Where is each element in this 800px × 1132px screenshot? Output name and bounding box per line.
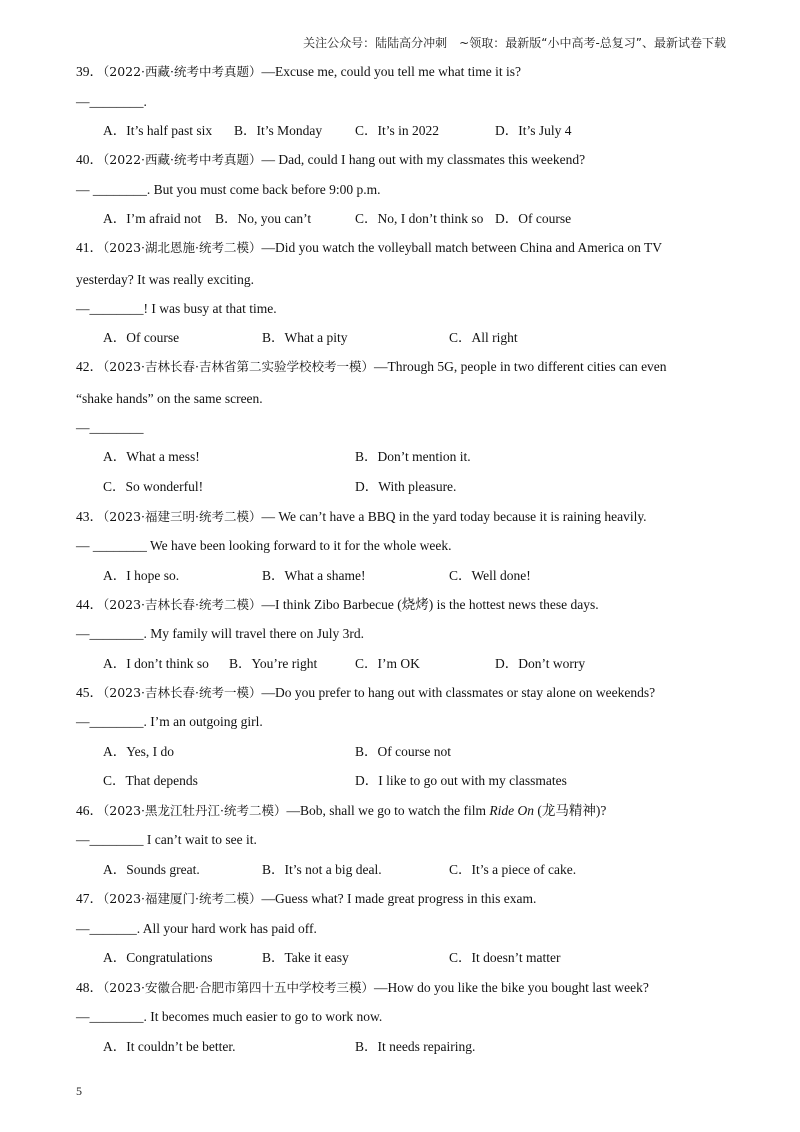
question-48-option-b: B．It needs repairing. <box>355 1039 476 1054</box>
question-47-option-c: C．It doesn’t matter <box>449 950 561 965</box>
question-46-answer-blank: —________ I can’t wait to see it. <box>76 832 257 847</box>
question-40-option-b: B．No, you can’t <box>215 211 312 226</box>
question-39-option-c: C．It’s in 2022 <box>355 123 440 138</box>
question-41-option-c: C．All right <box>449 330 518 345</box>
question-45-option-b: B．Of course not <box>355 744 451 759</box>
question-42-option-b: B．Don’t mention it. <box>355 449 471 464</box>
question-41-answer-blank: —________! I was busy at that time. <box>76 301 277 316</box>
question-39-stem: 39．（2022·西藏·统考中考真题）—Excuse me, could you tell me what time it is? <box>76 64 521 79</box>
question-42-answer-blank: —________ <box>76 420 144 435</box>
question-45-answer-blank: —________. I’m an outgoing girl. <box>76 714 263 729</box>
question-42-option-a: A．What a mess! <box>103 449 200 464</box>
film-title: Ride On <box>489 803 534 818</box>
question-44-answer-blank: —________. My family will travel there on July 3rd. <box>76 626 364 641</box>
question-44-option-d: D．Don’t worry <box>495 656 586 671</box>
question-44-option-c: C．I’m OK <box>355 656 420 671</box>
question-42-stem: 42．（2023·吉林长春·吉林省第二实验学校校考一模）—Through 5G, people in two different cities can even <box>76 359 667 374</box>
question-44-stem: 44．（2023·吉林长春·统考二模）—I think Zibo Barbecue (烧烤) is the hottest news these days. <box>76 597 599 612</box>
question-42-stem-cont: “shake hands” on the same screen. <box>76 391 263 406</box>
question-48-stem: 48．（2023·安徽合肥·合肥市第四十五中学校考三模）—How do you like the bike you bought last week? <box>76 980 649 995</box>
question-43-answer-blank: — ________ We have been looking forward to it for the whole week. <box>76 538 452 553</box>
question-41-stem: 41．（2023·湖北恩施·统考二模）—Did you watch the volleyball match between China and America on TV <box>76 240 663 255</box>
question-43-option-a: A．I hope so. <box>103 568 180 583</box>
page-header: 关注公众号：陆陆高分冲刺 ~领取：最新版“小中高考-总复习”、最新试卷下载 <box>303 36 726 50</box>
question-45-option-c: C．That depends <box>103 773 198 788</box>
question-44-option-b: B．You’re right <box>229 656 318 671</box>
question-39-option-b: B．It’s Monday <box>234 123 323 138</box>
question-39-option-a: A．It’s half past six <box>103 123 213 138</box>
question-40-option-d: D．Of course <box>495 211 572 226</box>
question-45-stem: 45．（2023·吉林长春·统考一模）—Do you prefer to hang out with classmates or stay alone on weekends? <box>76 685 656 700</box>
question-43-option-b: B．What a shame! <box>262 568 366 583</box>
question-45-option-d: D．I like to go out with my classmates <box>355 773 567 788</box>
question-40-stem: 40．（2022·西藏·统考中考真题）— Dad, could I hang out with my classmates this weekend? <box>76 152 586 167</box>
question-43-stem: 43．（2023·福建三明·统考二模）— We can’t have a BBQ in the yard today because it is raining heavily. <box>76 509 647 524</box>
question-48-option-a: A．It couldn’t be better. <box>103 1039 236 1054</box>
question-44-option-a: A．I don’t think so <box>103 656 209 671</box>
question-46-option-c: C．It’s a piece of cake. <box>449 862 577 877</box>
question-45-option-a: A．Yes, I do <box>103 744 175 759</box>
question-40-option-c: C．No, I don’t think so <box>355 211 484 226</box>
question-39-option-d: D．It’s July 4 <box>495 123 572 138</box>
question-40-answer-blank: — ________. But you must come back before 9:00 p.m. <box>76 182 381 197</box>
question-47-option-a: A．Congratulations <box>103 950 213 965</box>
question-46-option-a: A．Sounds great. <box>103 862 200 877</box>
question-42-option-d: D．With pleasure. <box>355 479 457 494</box>
question-42-option-c: C．So wonderful! <box>103 479 204 494</box>
question-46-option-b: B．It’s not a big deal. <box>262 862 382 877</box>
question-41-stem-cont: yesterday? It was really exciting. <box>76 272 255 287</box>
question-47-option-b: B．Take it easy <box>262 950 349 965</box>
page-number: 5 <box>76 1084 82 1098</box>
question-48-answer-blank: —________. It becomes much easier to go to work now. <box>76 1009 383 1024</box>
question-40-option-a: A．I’m afraid not <box>103 211 202 226</box>
question-47-stem: 47．（2023·福建厦门·统考二模）—Guess what? I made great progress in this exam. <box>76 891 537 906</box>
question-39-answer-blank: —________. <box>76 94 147 109</box>
question-47-answer-blank: —_______. All your hard work has paid off. <box>76 921 317 936</box>
question-46-stem: 46．（2023·黑龙江牡丹江·统考二模）—Bob, shall we go to watch the film Ride On (龙马精神)? <box>76 803 607 818</box>
question-43-option-c: C．Well done! <box>449 568 531 583</box>
question-41-option-b: B．What a pity <box>262 330 348 345</box>
question-41-option-a: A．Of course <box>103 330 180 345</box>
